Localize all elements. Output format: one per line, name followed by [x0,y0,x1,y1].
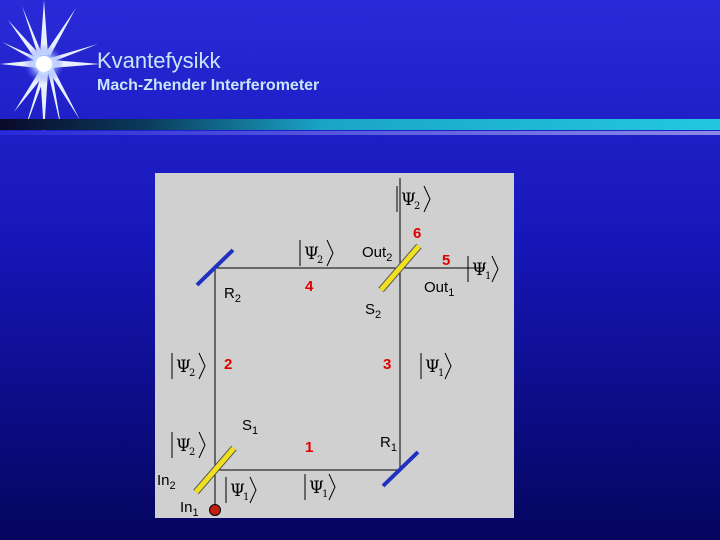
svg-text:2: 2 [317,255,324,266]
svg-text:1: 1 [438,368,445,379]
path-number-3: 3 [383,356,392,373]
label-s1: $S_1$ [242,417,259,437]
slide-title: Kvantefysikk [97,48,221,73]
svg-text:1: 1 [485,271,492,282]
svg-text:Ψ: Ψ [309,478,324,498]
label-out1: Out$_1$ [424,279,455,299]
path-number-2: 2 [224,356,233,373]
ket-bottom-left [226,477,256,503]
svg-text:Ψ: Ψ [176,357,191,377]
label-in2: $In_2$ [157,472,176,492]
ket-right-mid [421,353,451,379]
svg-text:2: 2 [189,368,196,379]
ket-out1 [468,256,498,282]
ket-left-mid [172,353,205,379]
photon-source [210,505,221,516]
svg-text:Ψ: Ψ [401,190,416,210]
path-number-1: 1 [305,439,314,456]
svg-text:2: 2 [189,447,196,458]
label-out2: Out$_2$ [362,244,393,264]
label-in1: $In_1$ [180,499,199,519]
label-s2: $S_2$ [365,301,382,321]
svg-text:Ψ: Ψ [176,436,191,456]
svg-text:1: 1 [243,492,250,503]
ket-top [397,186,430,212]
svg-text:Ψ: Ψ [304,244,319,264]
svg-text:Ψ: Ψ [230,481,245,501]
slide-subtitle: Mach-Zhender Interferometer [97,77,320,94]
svg-text:1: 1 [322,489,329,500]
label-r2: $R_2$ [224,285,241,305]
svg-text:Ψ: Ψ [472,260,487,280]
svg-text:2: 2 [414,201,421,212]
path-number-4: 4 [305,278,314,295]
ket-out2 [300,240,333,266]
label-r1: $R_1$ [380,434,397,454]
path-number-5: 5 [442,252,451,269]
path-number-6: 6 [413,225,422,242]
svg-text:Ψ: Ψ [425,357,440,377]
ket-bottom-mid [305,474,335,500]
ket-left-low [172,432,205,458]
